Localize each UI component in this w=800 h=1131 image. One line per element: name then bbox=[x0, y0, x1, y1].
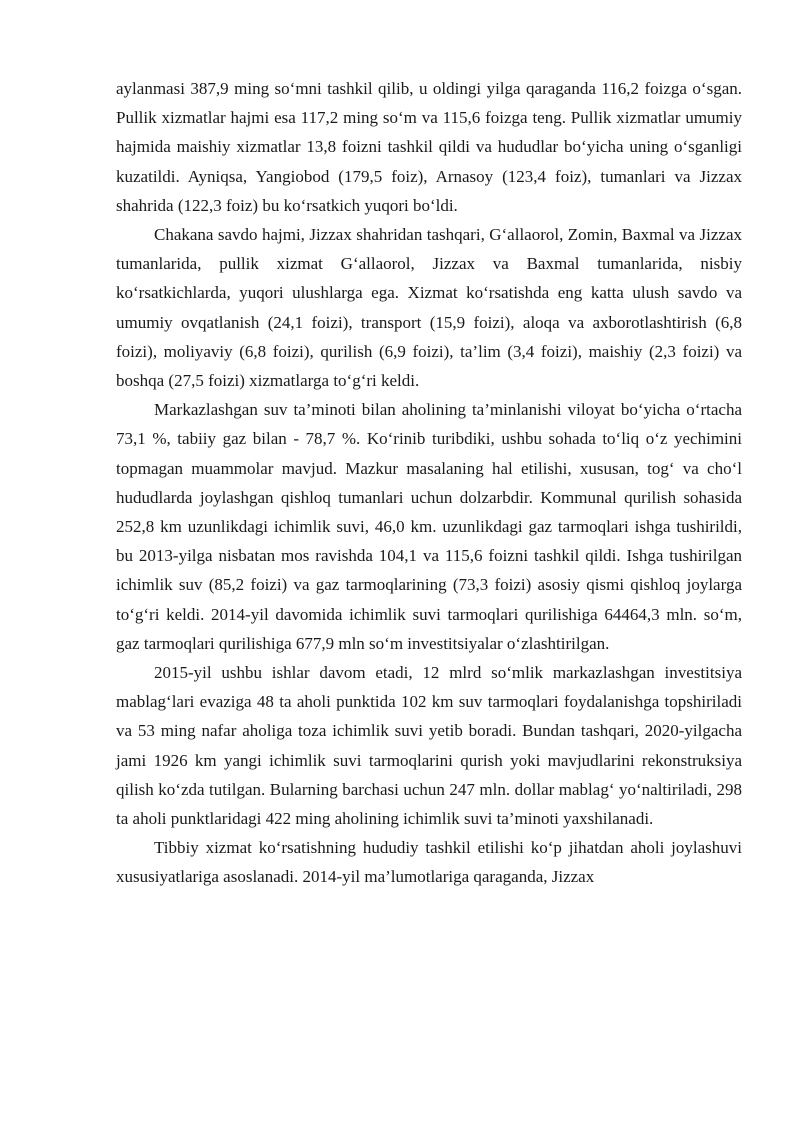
paragraph-medical-services: Tibbiy xizmat ko‘rsatishning hududiy tashkil etilishi ko‘p jihatdan aholi joylashuvi xususiyatlariga asoslanadi. 2014-yil ma’lumotlariga qaraganda, Jizzax bbox=[116, 838, 742, 887]
paragraph-continuation: aylanmasi 387,9 ming so‘mni tashkil qilib, u oldingi yilga qaraganda 116,2 foizga o‘sgan. Pullik xizmatlar hajmi esa 117,2 ming so‘m va 115,6 foizga teng. Pullik xizmatlar umumiy hajmida maishiy xizmatlar 13,8 foizni tashkil qildi va hududlar bo‘yicha uning o‘sganligi kuzatildi. Ayniqsa, Yangiobod (179,5 foiz), Arnasoy (123,4 foiz), tumanlari va Jizzax shahrida (122,3 foiz) bu ko‘rsatkich yuqori bo‘ldi. bbox=[116, 79, 742, 215]
paragraph-retail-services: Chakana savdo hajmi, Jizzax shahridan tashqari, G‘allaorol, Zomin, Baxmal va Jizzax tumanlarida, pullik xizmat G‘allaorol, Jizzax va Baxmal tumanlarida, nisbiy ko‘rsatkichlarda, yuqori ulushlarga ega. Xizmat ko‘rsatishda eng katta ulush savdo va umumiy ovqatlanish (24,1 foizi), transport (15,9 foizi), aloqa va axborotlashtirish (6,8 foizi), moliyaviy (6,8 foizi), qurilish (6,9 foizi), ta’lim (3,4 foizi), maishiy (2,3 foizi) va boshqa (27,5 foizi) xizmatlarga to‘g‘ri keldi. bbox=[116, 225, 742, 391]
paragraph-2015-investments: 2015-yil ushbu ishlar davom etadi, 12 mlrd so‘mlik markazlashgan investitsiya mablag‘lari evaziga 48 ta aholi punktida 102 km suv tarmoqlari foydalanishga topshiriladi va 53 ming nafar aholiga toza ichimlik suvi yetib boradi. Bundan tashqari, 2020-yilgacha jami 1926 km yangi ichimlik suvi tarmoqlarini qurish yoki mavjudlarini rekonstruksiya qilish ko‘zda tutilgan. Bularning barchasi uchun 247 mln. dollar mablag‘ yo‘naltiriladi, 298 ta aholi punktlaridagi 422 ming aholining ichimlik suvi ta’minoti yaxshilanadi. bbox=[116, 663, 742, 829]
body-text bbox=[116, 74, 742, 892]
paragraph-water-gas-supply: Markazlashgan suv ta’minoti bilan aholining ta’minlanishi viloyat bo‘yicha o‘rtacha 73,1 %, tabiiy gaz bilan - 78,7 %. Ko‘rinib turibdiki, ushbu sohada to‘liq o‘z yechimini topmagan muammolar mavjud. Mazkur masalaning hal etilishi, xususan, tog‘ va cho‘l hududlarda joylashgan qishloq tumanlari uchun dolzarbdir. Kommunal qurilish sohasida 252,8 km uzunlikdagi ichimlik suvi, 46,0 km. uzunlikdagi gaz tarmoqlari ishga tushirildi, bu 2013-yilga nisbatan mos ravishda 104,1 va 115,6 foizni tashkil qildi. Ishga tushirilgan ichimlik suv (85,2 foizi) va gaz tarmoqlarining (73,3 foizi) asosiy qismi qishloq joylarga to‘g‘ri keldi. 2014-yil davomida ichimlik suvi tarmoqlari qurilishiga 64464,3 mln. so‘m, gaz tarmoqlari qurilishiga 677,9 mln so‘m investitsiyalar o‘zlashtirilgan. bbox=[116, 400, 742, 653]
